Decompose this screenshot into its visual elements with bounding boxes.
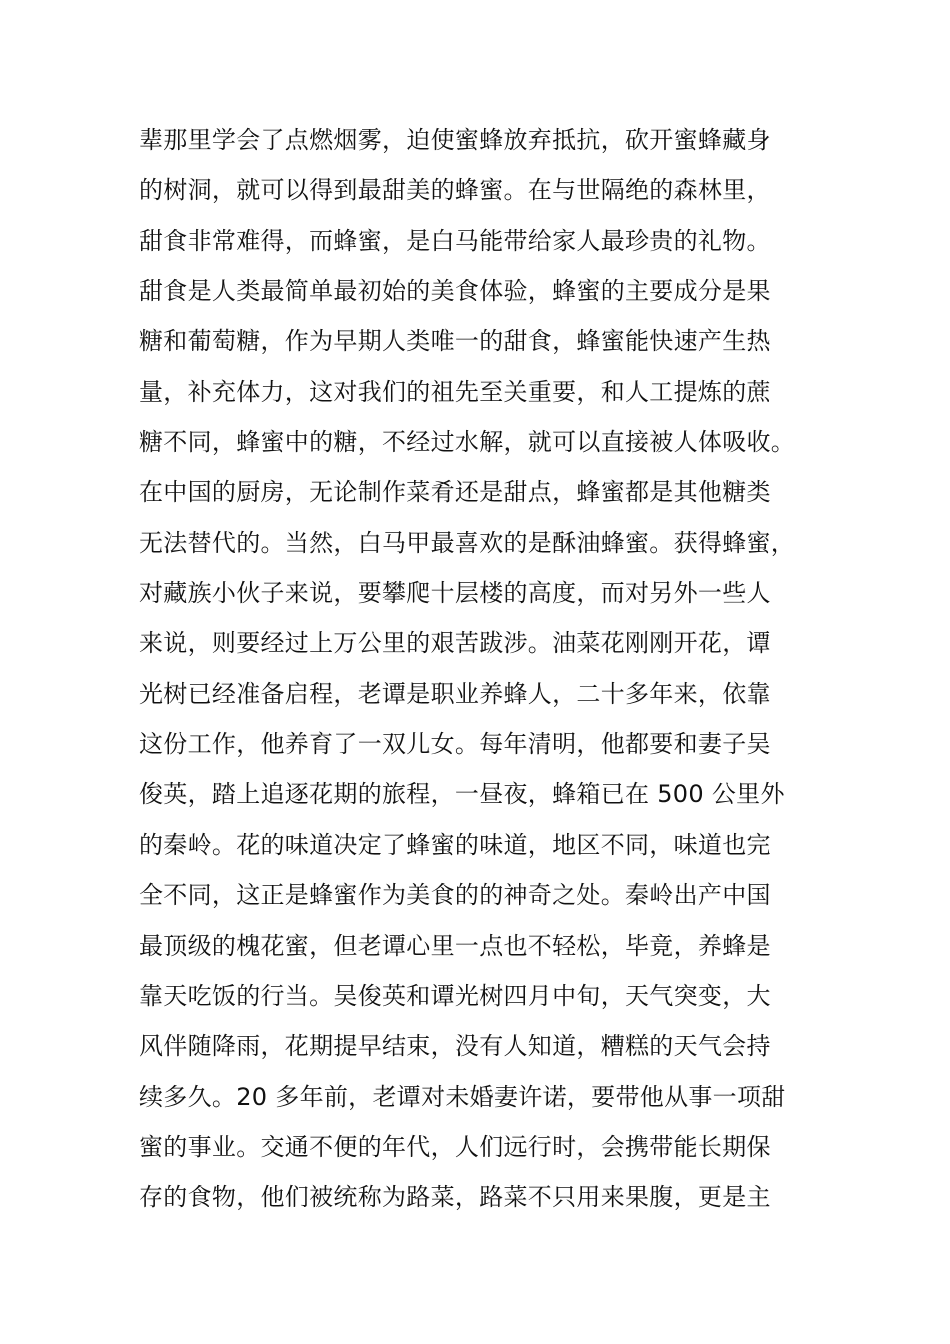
text-line: 来说，则要经过上万公里的艰苦跋涉。油菜花刚刚开花，谭 [139, 629, 771, 658]
text-line: 的秦岭。花的味道决定了蜂蜜的味道，地区不同，味道也完 [139, 830, 771, 859]
text-line: 靠天吃饭的行当。吴俊英和谭光树四月中旬，天气突变，大 [139, 981, 771, 1010]
body-text [139, 115, 829, 1223]
text-line: 俊英，踏上追逐花期的旅程，一昼夜，蜂箱已在 500 公里外 [139, 780, 785, 809]
text-line: 量，补充体力，这对我们的祖先至关重要，和人工提炼的蔗 [139, 377, 771, 406]
text-line: 续多久。20 多年前，老谭对未婚妻许诺，要带他从事一项甜 [139, 1082, 786, 1111]
text-line: 全不同，这正是蜂蜜作为美食的的神奇之处。秦岭出产中国 [139, 881, 771, 910]
text-line: 蜜的事业。交通不便的年代，人们远行时，会携带能长期保 [139, 1132, 771, 1161]
text-line: 辈那里学会了点燃烟雾，迫使蜜蜂放弃抵抗，砍开蜜蜂藏身 [139, 126, 771, 154]
text-line: 这份工作，他养育了一双儿女。每年清明，他都要和妻子吴 [139, 730, 771, 759]
text-line: 无法替代的。当然，白马甲最喜欢的是酥油蜂蜜。获得蜂蜜， [139, 528, 796, 557]
text-line: 光树已经准备启程，老谭是职业养蜂人，二十多年来，依靠 [139, 679, 771, 708]
text-line: 最顶级的槐花蜜，但老谭心里一点也不轻松，毕竟，养蜂是 [139, 931, 771, 960]
text-line: 甜食非常难得，而蜂蜜，是白马能带给家人最珍贵的礼物。 [139, 226, 771, 255]
text-line: 存的食物，他们被统称为路菜，路菜不只用来果腹，更是主 [139, 1183, 771, 1212]
text-line: 对藏族小伙子来说，要攀爬十层楼的高度，而对另外一些人 [139, 579, 771, 608]
text-line: 糖和葡萄糖，作为早期人类唯一的甜食，蜂蜜能快速产生热 [139, 327, 771, 356]
text-line: 风伴随降雨，花期提早结束，没有人知道，糟糕的天气会持 [139, 1032, 771, 1061]
text-line: 甜食是人类最简单最初始的美食体验，蜂蜜的主要成分是果 [139, 277, 771, 306]
text-line: 的树洞，就可以得到最甜美的蜂蜜。在与世隔绝的森林里， [139, 176, 771, 205]
text-line: 在中国的厨房，无论制作菜肴还是甜点，蜂蜜都是其他糖类 [139, 478, 771, 507]
text-line: 糖不同，蜂蜜中的糖，不经过水解，就可以直接被人体吸收。 [139, 428, 796, 457]
